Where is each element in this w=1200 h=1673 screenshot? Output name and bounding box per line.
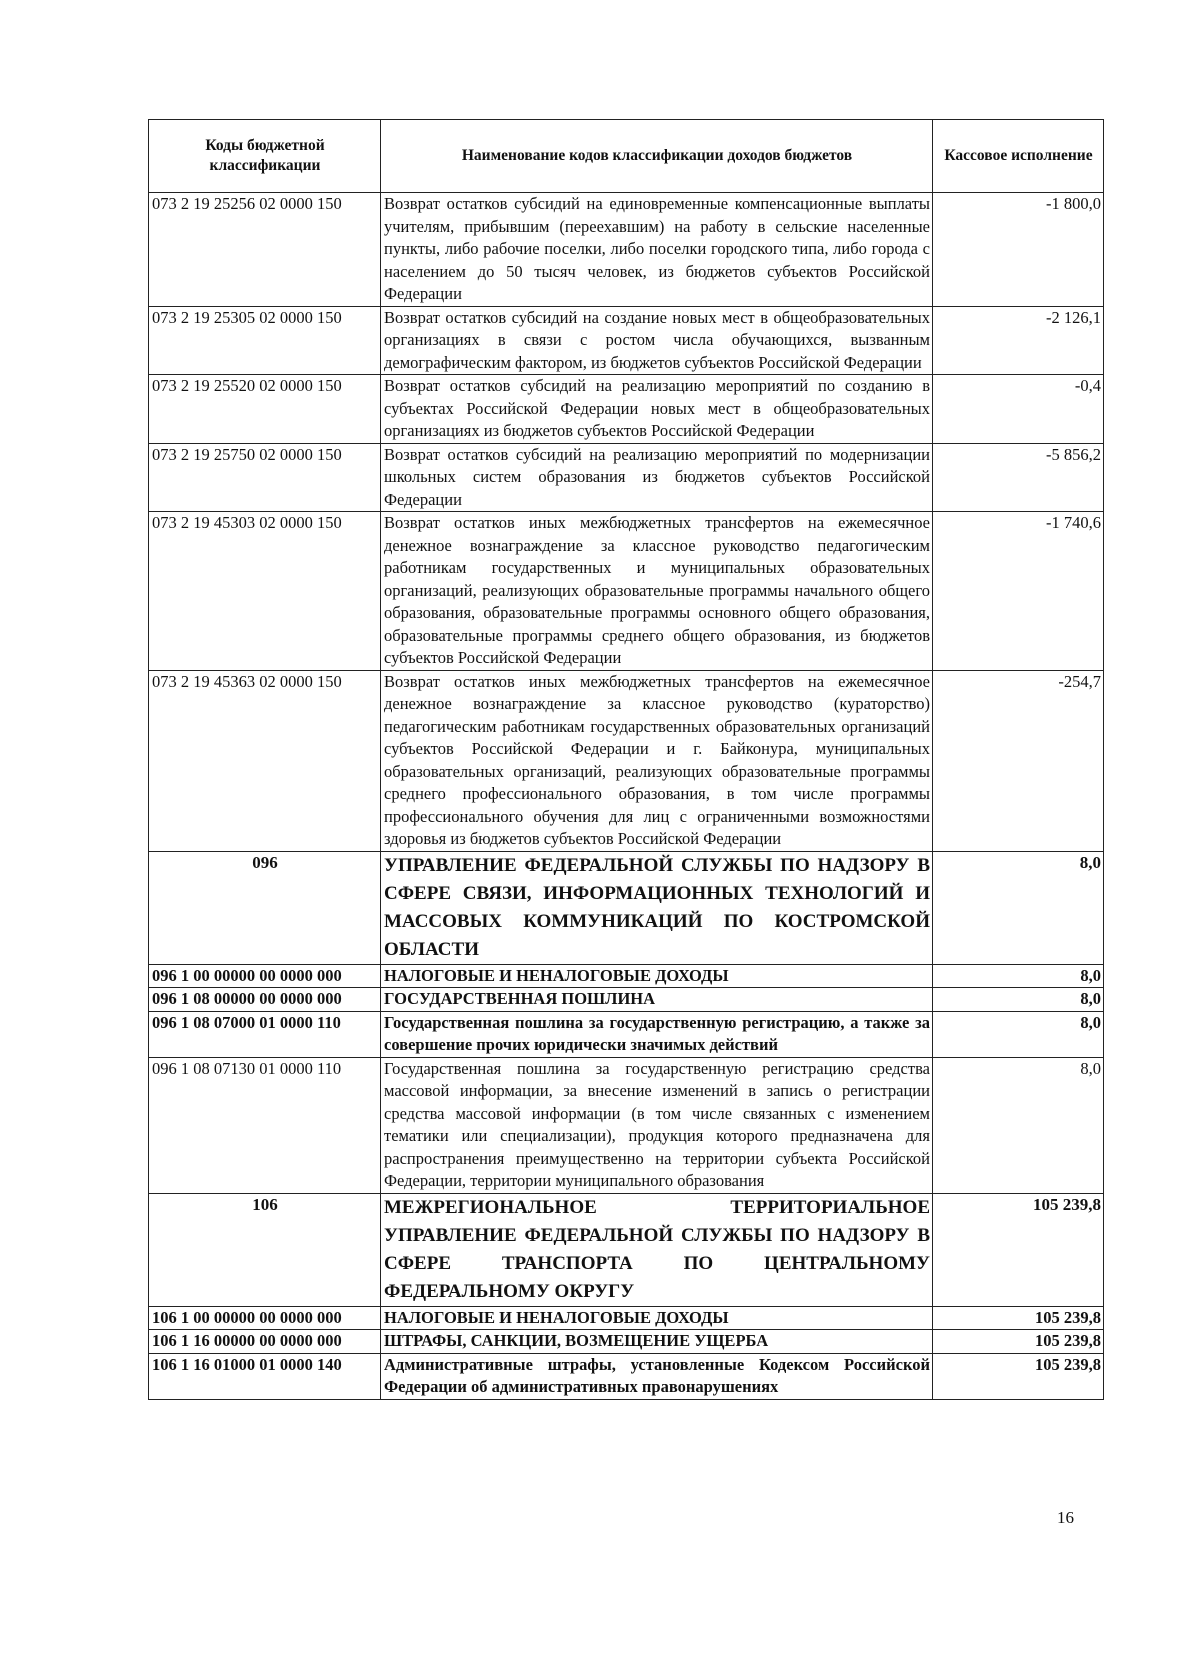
row-amount: 8,0 [933,851,1104,964]
table-row-bold [149,1353,1104,1399]
row-code: 096 1 08 07000 01 0000 110 [149,1011,381,1057]
row-name: Административные штрафы, установленные Кодексом Российской Федерации об административных правонарушениях [381,1353,933,1399]
row-name: УПРАВЛЕНИЕ ФЕДЕРАЛЬНОЙ СЛУЖБЫ ПО НАДЗОРУ В СФЕРЕ СВЯЗИ, ИНФОРМАЦИОННЫХ ТЕХНОЛОГИЙ И МАССОВЫХ КОММУНИКАЦИЙ ПО КОСТРОМСКОЙ ОБЛАСТИ [381,851,933,964]
header-code: Коды бюджетной классификации [149,120,381,193]
row-name: Государственная пошлина за государственную регистрацию, а также за совершение прочих юридически значимых действий [381,1011,933,1057]
row-name: Возврат остатков субсидий на реализацию мероприятий по созданию в субъектах Российской Федерации новых мест в общеобразовательных организациях из бюджетов субъектов Российской Федерации [381,375,933,444]
row-name: Возврат остатков иных межбюджетных трансфертов на ежемесячное денежное вознаграждение за классное руководство (кураторство) педагогическим работникам государственных образовательных организаций субъектов Российской Федерации и г. Байконура, муниципальных образовательных организаций, реализующих образовательные программы среднего профессионального образования, в том числе программы профессионального обучения для лиц с ограниченными возможностями здоровья из бюджетов субъектов Российской Федерации [381,670,933,851]
row-code: 073 2 19 45363 02 0000 150 [149,670,381,851]
row-code: 096 1 08 00000 00 0000 000 [149,988,381,1012]
table-row-org [149,1193,1104,1306]
row-amount: 105 239,8 [933,1306,1104,1330]
header-name: Наименование кодов классификации доходов бюджетов [381,120,933,193]
table-row [149,375,1104,444]
row-code: 106 1 00 00000 00 0000 000 [149,1306,381,1330]
row-amount: 105 239,8 [933,1330,1104,1354]
row-code: 106 1 16 00000 00 0000 000 [149,1330,381,1354]
table-row [149,670,1104,851]
row-code: 073 2 19 25305 02 0000 150 [149,306,381,375]
row-amount: -5 856,2 [933,443,1104,512]
row-code: 106 [149,1193,381,1306]
row-name: Государственная пошлина за государственную регистрацию средства массовой информации, за внесение изменений в запись о регистрации средства массовой информации (в том числе связанных с изменением тематики или специализации), продукция которого предназначена для распространения преимущественно на территории субъекта Российской Федерации, территории муниципального образования [381,1057,933,1193]
row-code: 073 2 19 45303 02 0000 150 [149,512,381,671]
row-code: 073 2 19 25520 02 0000 150 [149,375,381,444]
row-amount: 8,0 [933,964,1104,988]
row-code: 073 2 19 25750 02 0000 150 [149,443,381,512]
row-name: Возврат остатков иных межбюджетных трансфертов на ежемесячное денежное вознаграждение за классное руководство педагогическим работникам государственных и муниципальных образовательных организаций, реализующих образовательные программы начального общего образования, образовательные программы основного общего образования, образовательные программы среднего общего образования, из бюджетов субъектов Российской Федерации [381,512,933,671]
header-amount: Кассовое исполнение [933,120,1104,193]
row-name: Возврат остатков субсидий на создание новых мест в общеобразовательных организациях в связи с ростом числа обучающихся, вызванным демографическим фактором, из бюджетов субъектов Российской Федерации [381,306,933,375]
row-amount: -1 800,0 [933,193,1104,307]
table-row-bold [149,988,1104,1012]
table-row-org [149,851,1104,964]
table-row-bold [149,1011,1104,1057]
row-amount: -1 740,6 [933,512,1104,671]
row-name: НАЛОГОВЫЕ И НЕНАЛОГОВЫЕ ДОХОДЫ [381,964,933,988]
table-row-bold [149,1306,1104,1330]
row-name: ШТРАФЫ, САНКЦИИ, ВОЗМЕЩЕНИЕ УЩЕРБА [381,1330,933,1354]
page-number: 16 [1057,1508,1074,1527]
row-name: НАЛОГОВЫЕ И НЕНАЛОГОВЫЕ ДОХОДЫ [381,1306,933,1330]
row-code: 096 [149,851,381,964]
row-name: МЕЖРЕГИОНАЛЬНОЕ ТЕРРИТОРИАЛЬНОЕ УПРАВЛЕНИЕ ФЕДЕРАЛЬНОЙ СЛУЖБЫ ПО НАДЗОРУ В СФЕРЕ ТРАНСПОРТА ПО ЦЕНТРАЛЬНОМУ ФЕДЕРАЛЬНОМУ ОКРУГУ [381,1193,933,1306]
table-header-row [149,120,1104,193]
row-amount: 8,0 [933,1057,1104,1193]
row-amount: 8,0 [933,1011,1104,1057]
row-amount: 8,0 [933,988,1104,1012]
budget-table [148,119,1104,1400]
table-row [149,193,1104,307]
table-row-bold [149,1330,1104,1354]
table-row [149,306,1104,375]
row-code: 096 1 00 00000 00 0000 000 [149,964,381,988]
row-amount: 105 239,8 [933,1193,1104,1306]
row-amount: -254,7 [933,670,1104,851]
row-code: 106 1 16 01000 01 0000 140 [149,1353,381,1399]
row-name: Возврат остатков субсидий на единовременные компенсационные выплаты учителям, прибывшим (переехавшим) на работу в сельские населенные пункты, либо рабочие поселки, либо поселки городского типа, либо города с населением до 50 тысяч человек, из бюджетов субъектов Российской Федерации [381,193,933,307]
table-row [149,512,1104,671]
row-amount: 105 239,8 [933,1353,1104,1399]
row-name: ГОСУДАРСТВЕННАЯ ПОШЛИНА [381,988,933,1012]
row-code: 073 2 19 25256 02 0000 150 [149,193,381,307]
row-code: 096 1 08 07130 01 0000 110 [149,1057,381,1193]
table-row [149,1057,1104,1193]
row-name: Возврат остатков субсидий на реализацию мероприятий по модернизации школьных систем образования из бюджетов субъектов Российской Федерации [381,443,933,512]
table-row [149,443,1104,512]
row-amount: -2 126,1 [933,306,1104,375]
row-amount: -0,4 [933,375,1104,444]
table-row-bold [149,964,1104,988]
